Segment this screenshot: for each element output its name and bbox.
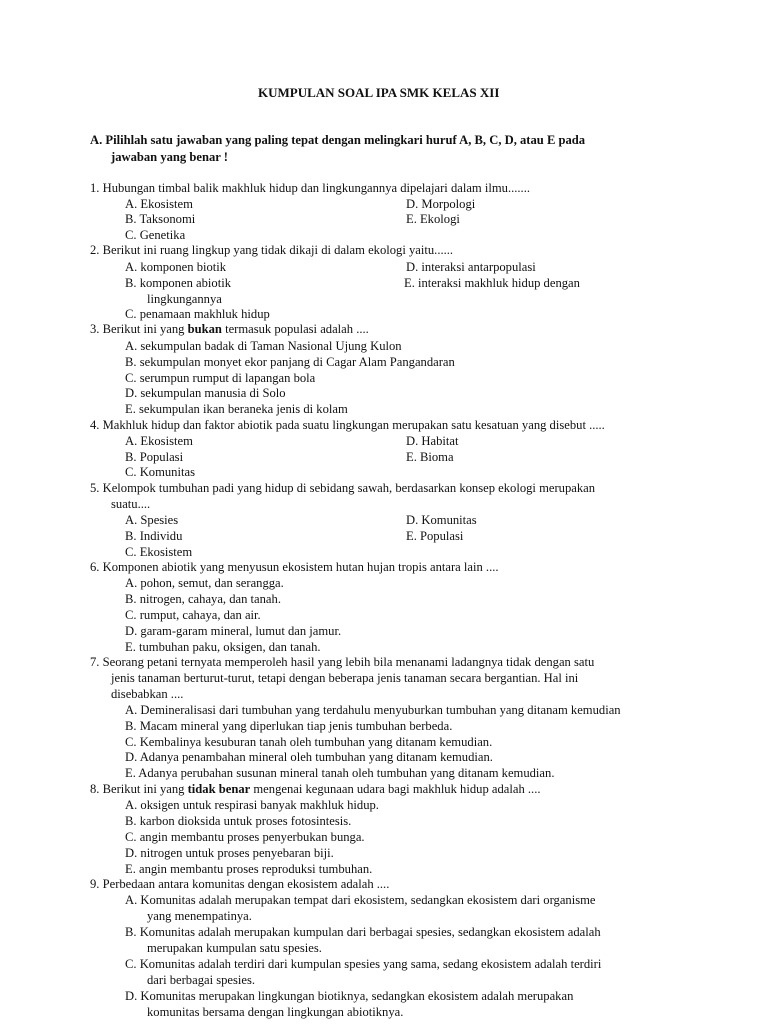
q8-stem-bold: tidak benar	[187, 782, 251, 796]
question-3	[90, 322, 369, 337]
q2-option-b: B. komponen abiotik	[125, 276, 231, 290]
q2-option-a: A. komponen biotik	[125, 260, 227, 274]
q6-option-d: D. garam-garam mineral, lumut dan jamur.	[125, 624, 342, 638]
q5-option-b: B. Individu	[125, 529, 183, 543]
q7-option-c: C. Kembalinya kesuburan tanah oleh tumbuhan yang ditanam kemudian.	[125, 735, 493, 749]
q9-option-c-cont: dari berbagai spesies.	[147, 973, 256, 987]
q3-option-b: B. sekumpulan monyet ekor panjang di Cagar Alam Pangandaran	[125, 355, 455, 369]
question-2: 2. Berikut ini ruang lingkup yang tidak dikaji di dalam ekologi yaitu......	[90, 243, 454, 257]
question-7: 7. Seorang petani ternyata memperoleh hasil yang lebih bila menanami ladangnya tidak dengan satu	[90, 655, 595, 669]
q3-option-c: C. serumpun rumput di lapangan bola	[125, 371, 316, 385]
q3-option-a: A. sekumpulan badak di Taman Nasional Ujung Kulon	[125, 339, 402, 353]
question-8	[90, 782, 541, 797]
q1-option-d: D. Morpologi	[406, 197, 476, 211]
q3-stem-pre: 3. Berikut ini yang	[90, 322, 188, 336]
q3-option-d: D. sekumpulan manusia di Solo	[125, 386, 286, 400]
question-7-cont-1: jenis tanaman berturut-turut, tetapi dengan beberapa jenis tanaman secara bergantian. Hal ini	[111, 671, 579, 685]
q8-option-a: A. oksigen untuk respirasi banyak makhluk hidup.	[125, 798, 379, 812]
q2-option-e: E. interaksi makhluk hidup dengan	[404, 276, 580, 290]
q5-option-c: C. Ekosistem	[125, 545, 193, 559]
q2-option-e-cont: lingkungannya	[147, 292, 222, 306]
q7-option-b: B. Macam mineral yang diperlukan tiap jenis tumbuhan berbeda.	[125, 719, 453, 733]
q6-option-a: A. pohon, semut, dan serangga.	[125, 576, 284, 590]
q8-option-e: E. angin membantu proses reproduksi tumbuhan.	[125, 862, 373, 876]
page-title: KUMPULAN SOAL IPA SMK KELAS XII	[258, 85, 500, 100]
q5-option-a: A. Spesies	[125, 513, 179, 527]
question-7-cont-2: disebabkan ....	[111, 687, 184, 701]
q9-option-b: B. Komunitas adalah merupakan kumpulan dari berbagai spesies, sedangkan ekosistem adalah	[125, 925, 601, 939]
q9-option-a: A. Komunitas adalah merupakan tempat dari ekosistem, sedangkan ekosistem dari organisme	[125, 893, 596, 907]
q9-option-d-cont: komunitas bersama dengan lingkungan abiotiknya.	[147, 1005, 404, 1019]
q8-stem-post: mengenai kegunaan udara bagi makhluk hidup adalah ....	[250, 782, 541, 796]
q8-option-b: B. karbon dioksida untuk proses fotosintesis.	[125, 814, 352, 828]
q3-option-e: E. sekumpulan ikan beraneka jenis di kolam	[125, 402, 348, 416]
q5-option-d: D. Komunitas	[406, 513, 477, 527]
q4-option-e: E. Bioma	[406, 450, 454, 464]
question-5: 5. Kelompok tumbuhan padi yang hidup di sebidang sawah, berdasarkan konsep ekologi merupakan	[90, 481, 596, 495]
q8-option-d: D. nitrogen untuk proses penyebaran biji.	[125, 846, 334, 860]
q1-option-a: A. Ekosistem	[125, 197, 193, 211]
q4-option-c: C. Komunitas	[125, 465, 195, 479]
q7-option-a: A. Demineralisasi dari tumbuhan yang terdahulu menyuburkan tumbuhan yang ditanam kemudian	[125, 703, 621, 717]
q1-option-c: C. Genetika	[125, 228, 186, 242]
instruction-line-2: jawaban yang benar !	[111, 150, 228, 164]
q7-option-e: E. Adanya perubahan susunan mineral tanah oleh tumbuhan yang ditanam kemudian.	[125, 766, 555, 780]
q6-option-e: E. tumbuhan paku, oksigen, dan tanah.	[125, 640, 321, 654]
q5-option-e: E. Populasi	[406, 529, 464, 543]
q2-option-d: D. interaksi antarpopulasi	[406, 260, 536, 274]
q4-option-d: D. Habitat	[406, 434, 459, 448]
question-9: 9. Perbedaan antara komunitas dengan ekosistem adalah ....	[90, 877, 390, 891]
question-4: 4. Makhluk hidup dan faktor abiotik pada suatu lingkungan merupakan satu kesatuan yang disebut .....	[90, 418, 605, 432]
instruction-line-1: A. Pilihlah satu jawaban yang paling tepat dengan melingkari huruf A, B, C, D, atau E pada	[90, 133, 586, 147]
q2-option-c: C. penamaan makhluk hidup	[125, 307, 270, 321]
q6-option-b: B. nitrogen, cahaya, dan tanah.	[125, 592, 281, 606]
question-6: 6. Komponen abiotik yang menyusun ekosistem hutan hujan tropis antara lain ....	[90, 560, 499, 574]
q3-stem-bold: bukan	[187, 322, 222, 336]
q6-option-c: C. rumput, cahaya, dan air.	[125, 608, 261, 622]
q9-option-d: D. Komunitas merupakan lingkungan biotiknya, sedangkan ekosistem adalah merupakan	[125, 989, 574, 1003]
q7-option-d: D. Adanya penambahan mineral oleh tumbuhan yang ditanam kemudian.	[125, 750, 493, 764]
q1-option-b: B. Taksonomi	[125, 212, 196, 226]
q8-stem-pre: 8. Berikut ini yang	[90, 782, 188, 796]
q3-stem-post: termasuk populasi adalah ....	[221, 322, 369, 336]
q4-option-a: A. Ekosistem	[125, 434, 193, 448]
q9-option-b-cont: merupakan kumpulan satu spesies.	[147, 941, 322, 955]
q9-option-a-cont: yang menempatinya.	[147, 909, 252, 923]
q9-option-c: C. Komunitas adalah terdiri dari kumpulan spesies yang sama, sedang ekosistem adalah terdiri	[125, 957, 602, 971]
q8-option-c: C. angin membantu proses penyerbukan bunga.	[125, 830, 365, 844]
q4-option-b: B. Populasi	[125, 450, 184, 464]
q1-option-e: E. Ekologi	[406, 212, 460, 226]
question-5-cont: suatu....	[111, 497, 151, 511]
question-1: 1. Hubungan timbal balik makhluk hidup dan lingkungannya dipelajari dalam ilmu.......	[90, 181, 531, 195]
